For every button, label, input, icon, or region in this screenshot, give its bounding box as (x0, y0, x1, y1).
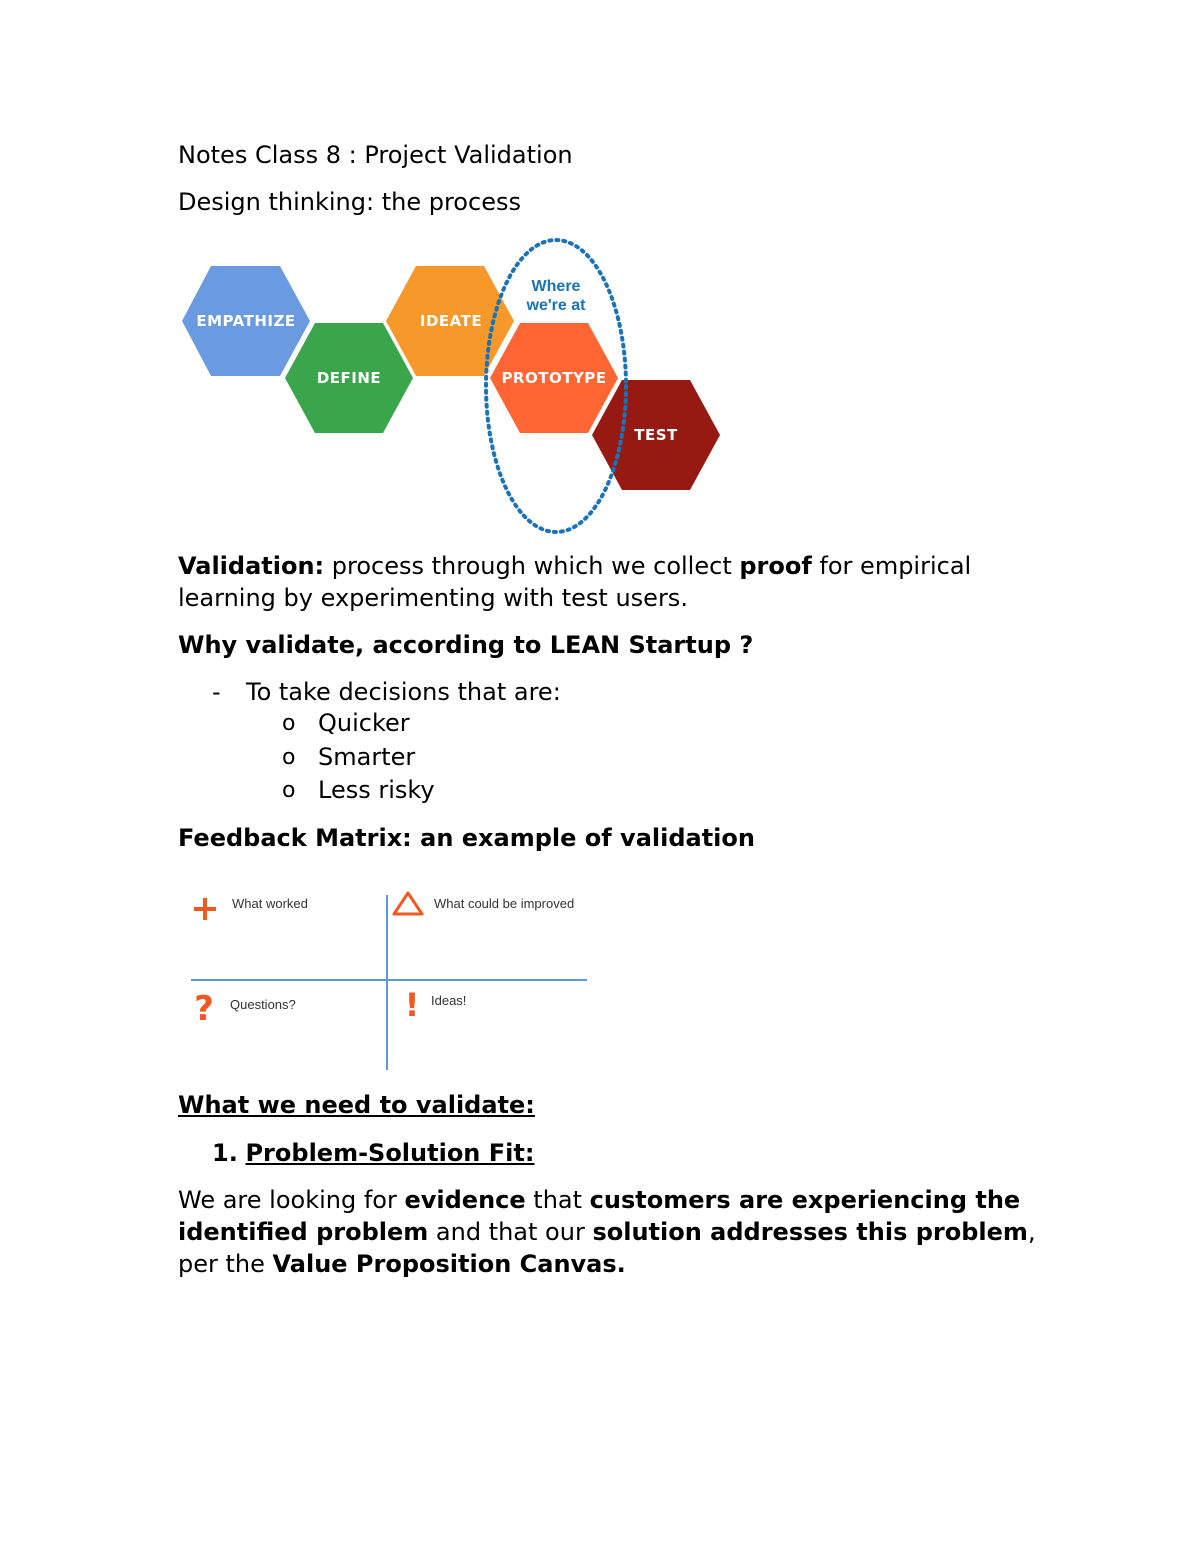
hex-label-test: TEST (634, 426, 678, 444)
why-bullet: To take decisions that are: (246, 678, 561, 706)
exclamation-icon: ! (404, 986, 420, 1024)
triangle-icon (394, 893, 422, 914)
hex-define (285, 323, 413, 433)
hex-label-prototype: PROTOTYPE (501, 369, 607, 387)
ideas-label: Ideas! (431, 993, 467, 1008)
sub-bullet-marker: o (282, 711, 296, 736)
hex-empathize (182, 266, 310, 376)
question-icon: ? (194, 989, 214, 1029)
what-worked-label: What worked (232, 896, 308, 911)
why-item-1: Quicker (318, 709, 410, 737)
sub-bullet-marker: o (282, 778, 296, 803)
hex-label-empathize: EMPATHIZE (196, 312, 296, 330)
page-title: Notes Class 8 : Project Validation (178, 141, 573, 169)
section-subtitle: Design thinking: the process (178, 188, 521, 216)
hex-test (592, 380, 720, 490)
validation-proof: proof (739, 552, 812, 580)
why-item-3: Less risky (318, 776, 435, 804)
bullet-dash: - (212, 678, 221, 706)
why-item-2: Smarter (318, 743, 416, 771)
why-heading: Why validate, according to LEAN Startup ? (178, 631, 754, 659)
questions-label: Questions? (230, 997, 296, 1012)
fit-heading: 1. Problem-Solution Fit: (212, 1139, 535, 1167)
feedback-matrix (186, 888, 596, 1078)
hex-prototype (490, 323, 618, 433)
validation-definition (178, 550, 1038, 614)
callout-line-1: Where (531, 278, 581, 295)
hex-label-define: DEFINE (316, 369, 382, 387)
design-thinking-diagram (178, 236, 738, 536)
fit-paragraph: We are looking for evidence that customers are experiencing the identified problem and that our solution addresses this problem, per the Value Proposition Canvas. (178, 1186, 1036, 1278)
need-heading: What we need to validate: (178, 1091, 535, 1119)
validation-term: Validation: (178, 552, 325, 580)
matrix-heading: Feedback Matrix: an example of validation (178, 824, 755, 852)
validation-text-2: for empirical learning by experimenting with test users. (178, 552, 972, 612)
improve-label: What could be improved (434, 896, 575, 911)
validation-text-1: process through which we collect (324, 552, 740, 580)
callout-line-2: we're at (526, 297, 586, 314)
sub-bullet-marker: o (282, 745, 296, 770)
hex-label-ideate: IDEATE (419, 312, 483, 330)
plus-icon (194, 898, 216, 920)
